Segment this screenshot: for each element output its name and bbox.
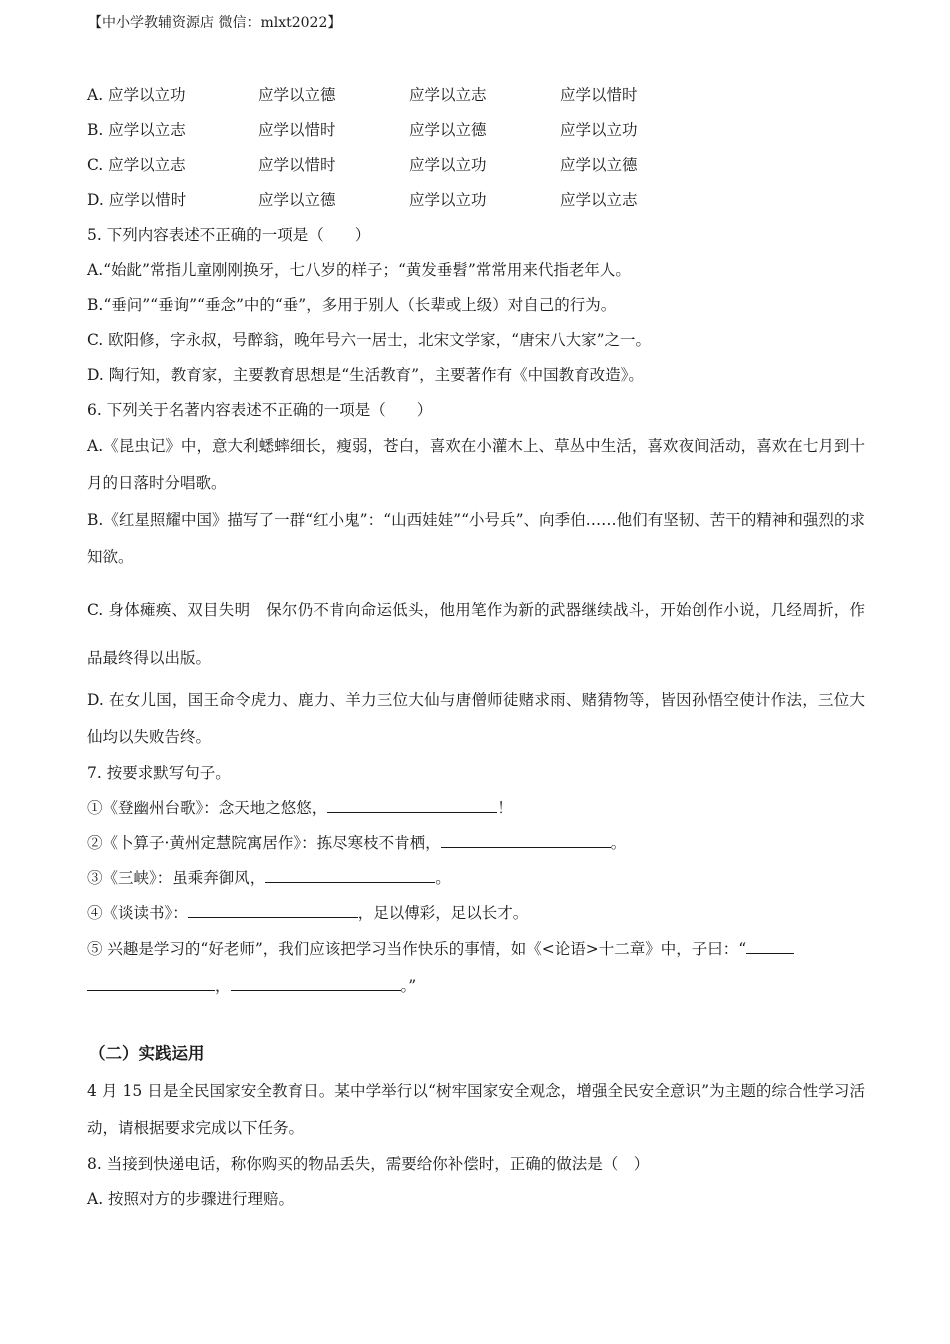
section-practice (87, 1035, 865, 1217)
answer-blank[interactable] (87, 974, 215, 991)
sentence-end: ，足以傅彩，足以长才。 (357, 904, 529, 922)
sentence-end: 。 (435, 869, 451, 887)
sentence-separator: ， (215, 977, 231, 995)
q8-option-a: A. 按照对方的步骤进行理赔。 (87, 1190, 295, 1208)
option-label: C. 应学以立志 (87, 156, 186, 174)
question-7 (87, 756, 865, 1005)
question-stem: 6. 下列关于名著内容表述不正确的一项是（ ） (87, 401, 433, 419)
sentence-end: ！ (497, 799, 513, 817)
question-stem: 7. 按要求默写句子。 (87, 764, 231, 782)
q6-option-a: A.《昆虫记》中，意大利蟋蟀细长，瘦弱，苍白，喜欢在小灌木上、草丛中生活，喜欢夜间活动，喜欢在七月到十月的日落时分唱歌。 (87, 437, 865, 492)
sentence-prompt: ②《卜算子·黄州定慧院寓居作》：拣尽寒枝不肯栖， (87, 834, 441, 852)
sentence-end: 。 (610, 834, 627, 852)
option-item: 应学以立德 (409, 121, 487, 139)
option-item: 应学以立德 (560, 156, 638, 174)
option-item: 应学以立功 (409, 156, 487, 174)
sentence-prompt: ⑤ 兴趣是学习的“好老师”，我们应该把学习当作快乐的事情，如《<论语>十二章》中，子曰：“ (87, 940, 747, 958)
option-label: D. 应学以惜时 (87, 191, 187, 209)
q8-stem: 8. 当接到快递电话，称你购买的物品丢失，需要给你补偿时，正确的做法是（ ） (87, 1155, 650, 1173)
option-item: 应学以惜时 (258, 156, 336, 174)
answer-blank[interactable] (265, 866, 435, 883)
q4-options (87, 78, 865, 218)
option-label: B. 应学以立志 (87, 121, 186, 139)
page-header: 【中小学教辅资源店 微信：mlxt2022】 (88, 15, 342, 31)
q4-option-d (87, 183, 865, 218)
option-label: A. 应学以立功 (87, 86, 186, 104)
answer-blank[interactable] (441, 831, 611, 848)
section-title: （二）实践运用 (89, 1044, 205, 1063)
sentence-prompt: ①《登幽州台歌》：念天地之悠悠， (87, 799, 328, 817)
q4-option-c (87, 148, 865, 183)
answer-blank[interactable] (188, 901, 358, 918)
option-item: 应学以惜时 (560, 86, 638, 104)
q5-option-a: A.“始龀”常指儿童刚刚换牙，七八岁的样子；“黄发垂髫”常常用来代指老年人。 (87, 261, 631, 279)
q7-sentence-3 (87, 861, 865, 896)
question-5 (87, 218, 865, 393)
q7-sentence-2 (87, 826, 865, 861)
question-stem: 5. 下列内容表述不正确的一项是（ ） (87, 226, 371, 244)
option-item: 应学以立功 (560, 121, 638, 139)
q7-sentence-4 (87, 896, 865, 931)
option-item: 应学以立志 (560, 191, 638, 209)
question-6 (87, 393, 865, 756)
q7-sentence-1 (87, 791, 865, 826)
q4-option-a (87, 78, 865, 113)
q6-option-d: D. 在女儿国，国王命令虎力、鹿力、羊力三位大仙与唐僧师徒赌求雨、赌猜物等，皆因孙悟空使计作法，三位大仙均以失败告终。 (87, 691, 865, 746)
sentence-prompt: ③《三峡》：虽乘奔御风， (87, 869, 266, 887)
q6-option-c: C. 身体瘫痪、双目失明 保尔仍不肯向命运低头，他用笔作为新的武器继续战斗，开始创作小说，几经周折，作品最终得以出版。 (87, 601, 865, 667)
option-item: 应学以立志 (409, 86, 487, 104)
answer-blank[interactable] (327, 796, 497, 813)
q7-sentence-5 (87, 931, 865, 1005)
q5-option-b: B.“垂问”“垂询”“垂念”中的“垂”，多用于别人（长辈或上级）对自己的行为。 (87, 296, 617, 314)
answer-blank[interactable] (746, 937, 794, 954)
document-body (87, 78, 865, 1217)
sentence-end: 。” (400, 977, 417, 995)
option-item: 应学以立德 (258, 191, 336, 209)
option-item: 应学以立功 (409, 191, 487, 209)
q5-option-d: D. 陶行知，教育家，主要教育思想是“生活教育”，主要著作有《中国教育改造》。 (87, 366, 644, 384)
q5-option-c: C. 欧阳修，字永叔，号醉翁，晚年号六一居士，北宋文学家，“唐宋八大家”之一。 (87, 331, 652, 349)
sentence-prompt: ④《谈读书》： (87, 904, 188, 922)
q6-option-b: B.《红星照耀中国》描写了一群“红小鬼”：“山西娃娃”“小号兵”、向季伯……他们有坚韧、苦干的精神和强烈的求知欲。 (87, 511, 865, 566)
q4-option-b (87, 113, 865, 148)
answer-blank[interactable] (231, 974, 401, 991)
option-item: 应学以立德 (258, 86, 336, 104)
option-item: 应学以惜时 (258, 121, 336, 139)
section-intro: 4 月 15 日是全民国家安全教育日。某中学举行以“树牢国家安全观念，增强全民安全意识”为主题的综合性学习活动，请根据要求完成以下任务。 (87, 1082, 865, 1137)
